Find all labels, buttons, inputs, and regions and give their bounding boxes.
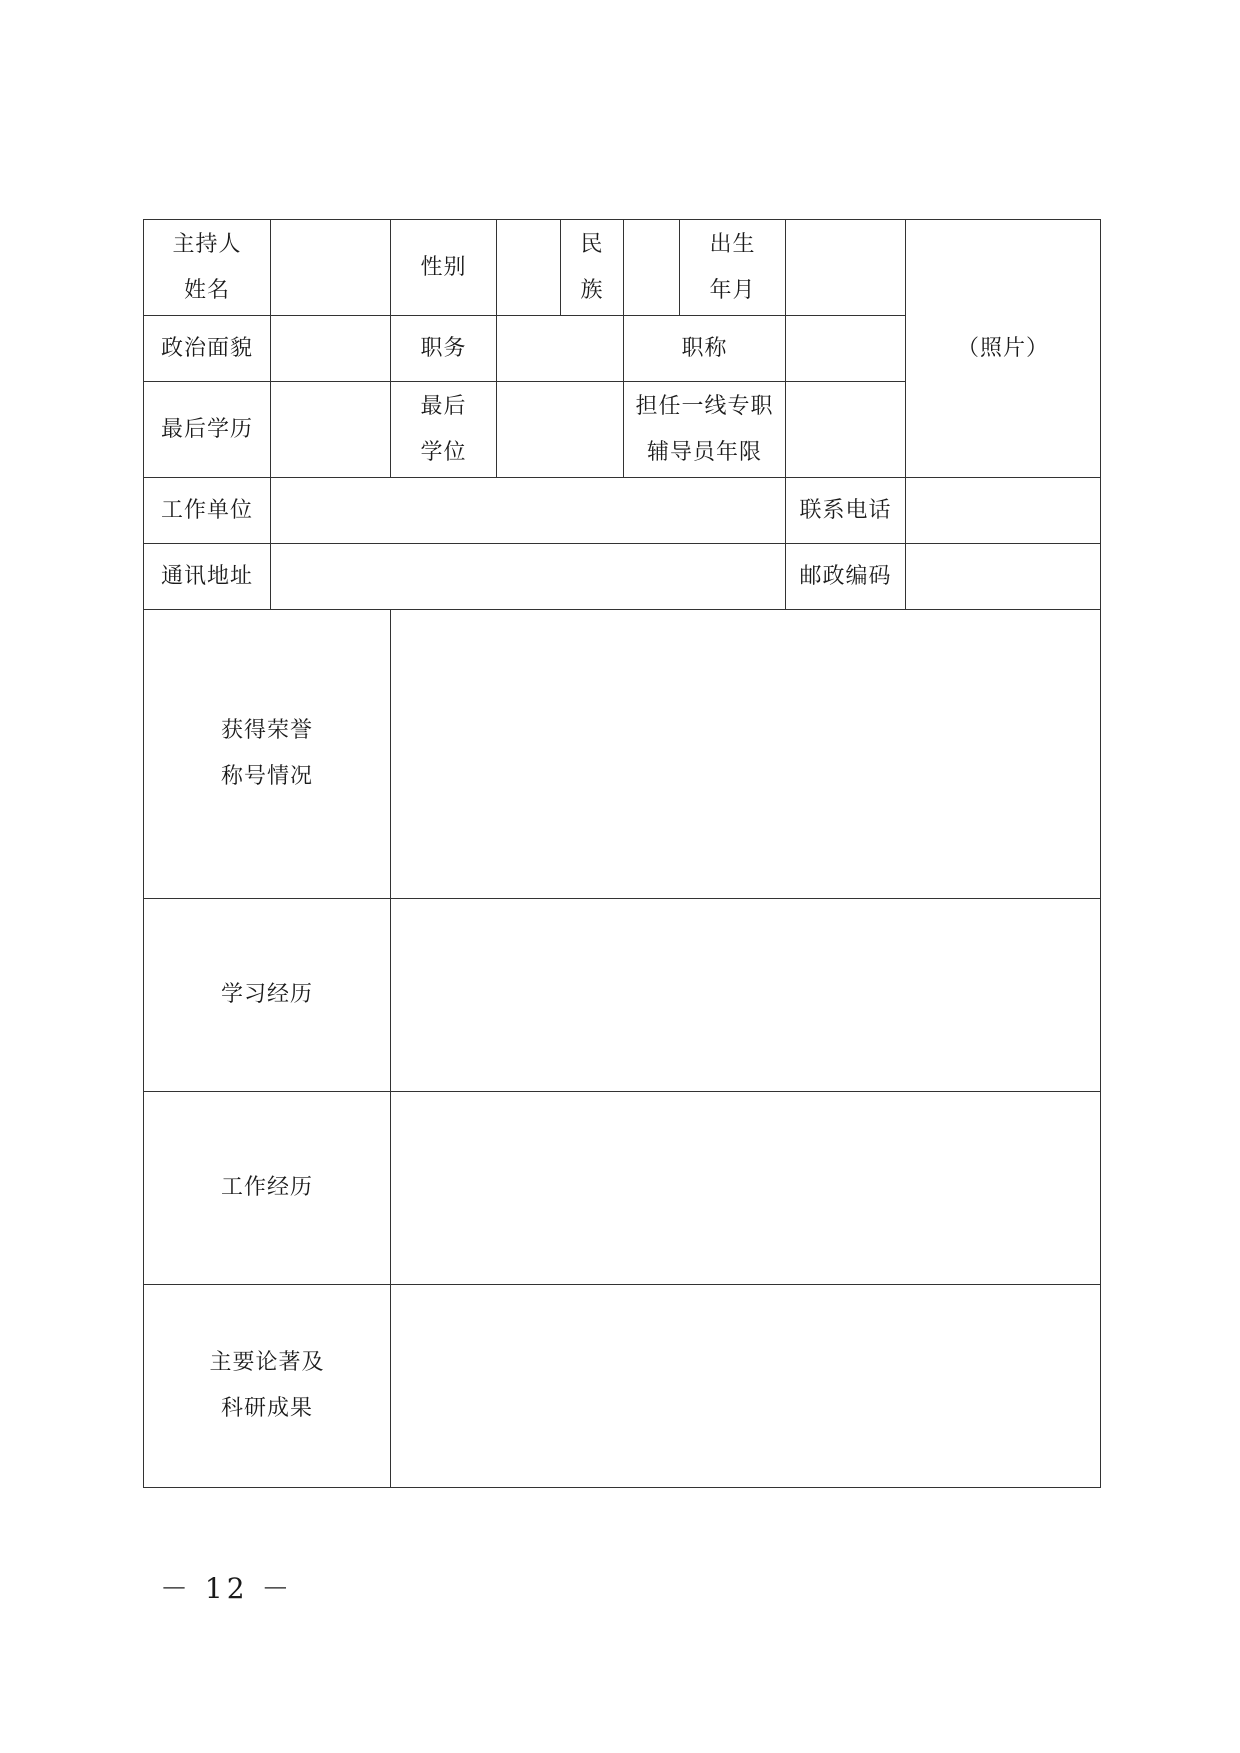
honors-label-line2: 称号情况: [220, 764, 313, 789]
postal-code-label: 邮政编码: [786, 544, 906, 610]
form-row-work-unit: [144, 478, 1101, 544]
publications-label-line1: 主要论著及: [209, 1350, 325, 1375]
work-unit-label: 工作单位: [144, 478, 271, 544]
highest-degree-field[interactable]: [497, 382, 624, 478]
counselor-years-label-line2: 辅导员年限: [646, 439, 762, 465]
position-label: 职务: [391, 316, 497, 382]
form-row-honors: [144, 610, 1101, 899]
address-label: 通讯地址: [144, 544, 271, 610]
highest-degree-label-line1: 最后: [420, 393, 467, 419]
honors-label: [144, 610, 391, 899]
ethnicity-label-line1: 民: [580, 231, 604, 257]
position-field[interactable]: [497, 316, 624, 382]
study-history-field[interactable]: [391, 899, 1101, 1092]
host-name-field[interactable]: [271, 220, 391, 316]
host-name-label: [144, 220, 271, 316]
address-field[interactable]: [271, 544, 786, 610]
counselor-years-label-line1: 担任一线专职: [635, 393, 774, 419]
gender-field[interactable]: [497, 220, 561, 316]
phone-label: 联系电话: [786, 478, 906, 544]
photo-cell[interactable]: [906, 220, 1101, 478]
counselor-years-label: [624, 382, 786, 478]
honors-label-line1: 获得荣誉: [220, 718, 313, 743]
form-row-publications: [144, 1285, 1101, 1488]
form-row-address: [144, 544, 1101, 610]
ethnicity-label: [561, 220, 624, 316]
form-row-study-history: [144, 899, 1101, 1092]
publications-label-line2: 科研成果: [220, 1396, 313, 1421]
work-history-label: 工作经历: [144, 1092, 391, 1285]
birth-label-line2: 年月: [709, 277, 756, 303]
political-status-field[interactable]: [271, 316, 391, 382]
counselor-years-field[interactable]: [786, 382, 906, 478]
work-history-field[interactable]: [391, 1092, 1101, 1285]
study-history-label: 学习经历: [144, 899, 391, 1092]
ethnicity-field[interactable]: [624, 220, 680, 316]
highest-degree-label-line2: 学位: [420, 439, 467, 465]
postal-code-field[interactable]: [906, 544, 1101, 610]
work-unit-field[interactable]: [271, 478, 786, 544]
highest-education-label: 最后学历: [144, 382, 271, 478]
host-name-label-line2: 姓名: [183, 277, 230, 303]
host-name-label-line1: 主持人: [172, 231, 242, 257]
highest-degree-label: [391, 382, 497, 478]
birth-label: [680, 220, 786, 316]
political-status-label: 政治面貌: [144, 316, 271, 382]
ethnicity-label-line2: 族: [580, 277, 604, 303]
photo-label: （照片）: [956, 335, 1049, 361]
honors-field[interactable]: [391, 610, 1101, 899]
page-number: － 12 －: [160, 1572, 294, 1605]
gender-label: 性别: [391, 220, 497, 316]
publications-label: [144, 1285, 391, 1488]
phone-field[interactable]: [906, 478, 1101, 544]
birth-field[interactable]: [786, 220, 906, 316]
publications-field[interactable]: [391, 1285, 1101, 1488]
birth-label-line1: 出生: [709, 231, 756, 257]
highest-education-field[interactable]: [271, 382, 391, 478]
application-form-table: [143, 219, 1101, 1488]
professional-title-field[interactable]: [786, 316, 906, 382]
form-row-basic-1: [144, 220, 1101, 316]
professional-title-label: 职称: [624, 316, 786, 382]
form-row-work-history: [144, 1092, 1101, 1285]
